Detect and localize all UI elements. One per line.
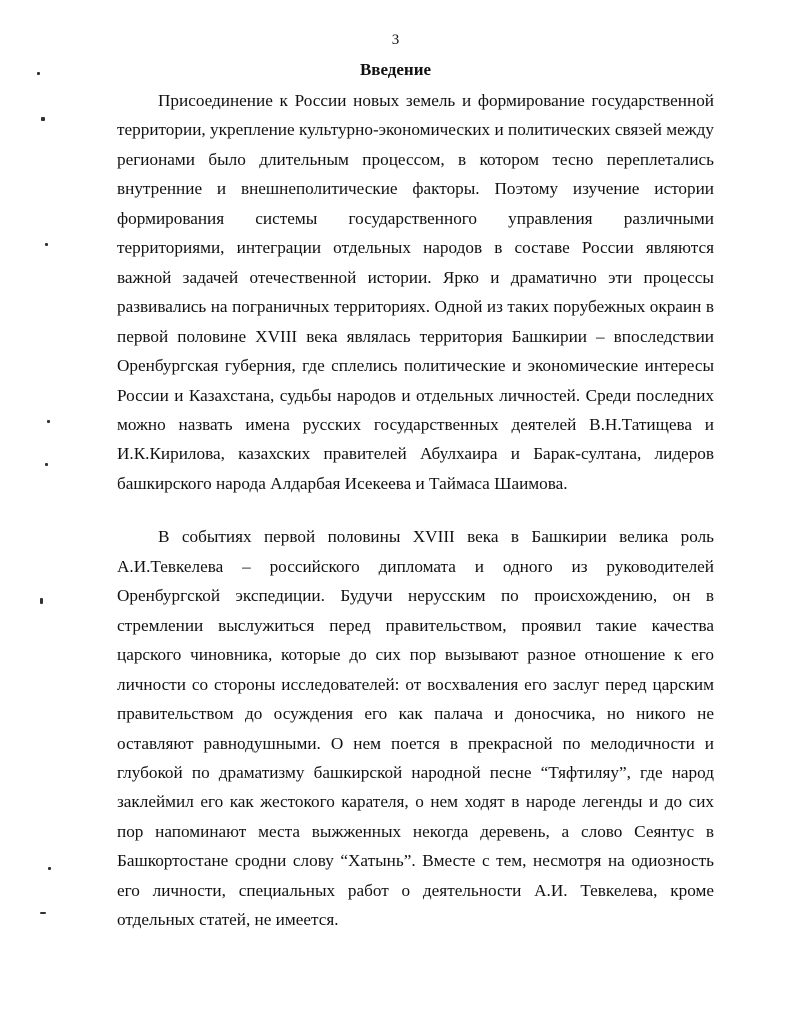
document-body: [117, 86, 714, 935]
scan-mark: [45, 463, 48, 466]
scan-mark: [40, 912, 46, 914]
paragraph-introduction: Присоединение к России новых земель и формирование государственной территории, укрепление культурно-экономических и политических связей между регионами было длительным процессом, в котором тесно переплетались внутренние и внешнеполитические факторы. Поэтому изучение истории формирования системы государственного управления различными территориями, интеграции отдельных народов в составе России являются важной задачей отечественной истории. Ярко и драматично эти процессы развивались на пограничных территориях. Одной из таких порубежных окраин в первой половине XVIII века являлась территория Башкирии – впоследствии Оренбургская губерния, где сплелись политические и экономические интересы России и Казахстана, судьбы народов и отдельных личностей. Среди последних можно назвать имена русских государственных деятелей В.Н.Татищева и И.К.Кирилова, казахских правителей Абулхаира и Барак-султана, лидеров башкирского народа Алдарбая Исекеева и Таймаса Шаимова.: [117, 91, 714, 493]
scan-mark: [47, 420, 50, 423]
scan-mark: [37, 72, 40, 75]
scan-mark: [41, 117, 45, 121]
scan-mark: [48, 867, 51, 870]
page-title: Введение: [359, 60, 432, 79]
paragraph-tevkelev: В событиях первой половины XVIII века в Башкирии велика роль А.И.Тевкелева – российского дипломата и одного из руководителей Оренбургской экспедиции. Будучи нерусским по происхождению, он в стремлении выслужиться перед правительством, проявил такие качества царского чиновника, которые до сих пор вызывают разное отношение к его личности со стороны исследователей: от восхваления его заслуг перед царским правительством до осуждения его как палача и доносчика, но никого не оставляют равнодушными. О нем поется в прекрасной по мелодичности и глубокой по драматизму башкирской народной песне “Тяфтиляу”, где народ заклеймил его как жестокого карателя, о нем ходят в народе легенды и до сих пор напоминают места выжженных некогда деревень, а слово Сеянтус в Башкортостане сродни слову “Хатынь”. Вместе с тем, несмотря на одиозность его личности, специальных работ о деятельности А.И. Тевкелева, кроме отдельных статей, не имеется.: [117, 527, 714, 930]
scan-mark: [40, 598, 43, 604]
scan-mark: [45, 243, 48, 246]
page-number: 3: [391, 32, 400, 48]
